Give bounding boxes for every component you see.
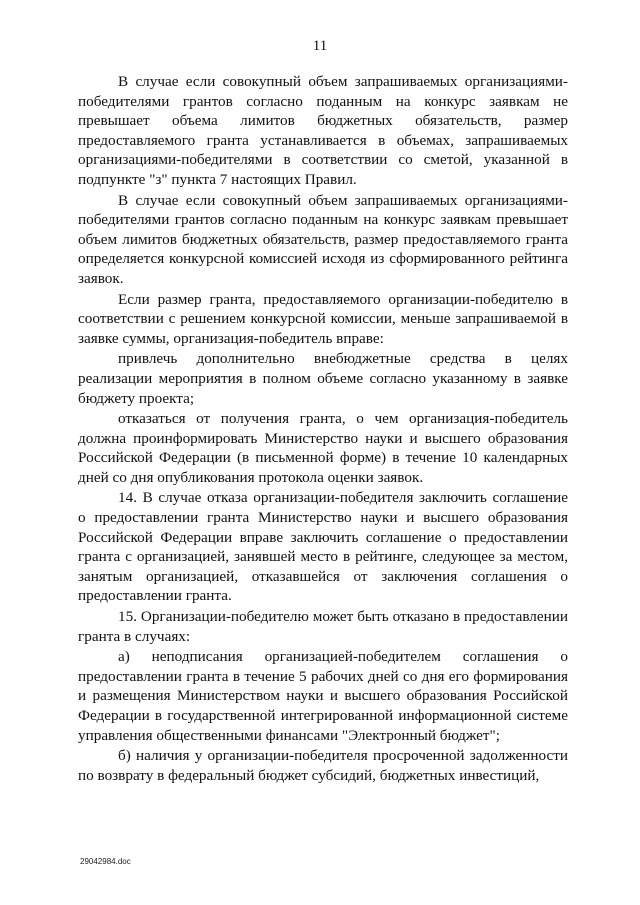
- paragraph: В случае если совокупный объем запрашиваемых организациями-победителями грантов согласно поданным на конкурс заявкам не превышает объема лимитов бюджетных обязательств, размер предоставляемого гранта устанавливается в объемах, запрашиваемых организациями-победителями в соответствии со сметой, указанной в подпункте "з" пункта 7 настоящих Правил.: [78, 73, 568, 188]
- paragraph: а) неподписания организацией-победителем соглашения о предоставлении гранта в течение 5 рабочих дней со дня его формирования и размещения Министерством науки и высшего образования Российской Федерации в государственной интегрированной информационной системе управления общественными финансами "Электронный бюджет";: [78, 648, 568, 744]
- paragraph: привлечь дополнительно внебюджетные средства в целях реализации мероприятия в полном объеме согласно указанному в заявке бюджету проекта;: [78, 350, 568, 407]
- document-body: [78, 72, 568, 786]
- paragraph: 14. В случае отказа организации-победителя заключить соглашение о предоставлении гранта Министерство науки и высшего образования Российской Федерации вправе заключить соглашение о предоставлении гранта с организацией, занявшей место в рейтинге, следующее за местом, занятым организацией, отказавшейся от заключения соглашения о предоставлении гранта.: [78, 489, 568, 605]
- paragraph: Если размер гранта, предоставляемого организации-победителю в соответствии с решением конкурсной комиссии, меньше запрашиваемой в заявке суммы, организация-победитель вправе:: [78, 290, 568, 347]
- page-number: 11: [312, 38, 328, 54]
- paragraph: 15. Организации-победителю может быть отказано в предоставлении гранта в случаях:: [78, 608, 568, 645]
- paragraph: отказаться от получения гранта, о чем организация-победитель должна проинформировать Министерство науки и высшего образования Российской Федерации (в письменной форме) в течение 10 календарных дней со дня опубликования протокола оценки заявок.: [78, 410, 568, 486]
- document-filename: 29042984.doc: [80, 857, 131, 866]
- paragraph: б) наличия у организации-победителя просроченной задолженности по возврату в федеральный бюджет субсидий, бюджетных инвестиций,: [78, 747, 568, 784]
- paragraph: В случае если совокупный объем запрашиваемых организациями-победителями грантов согласно поданным на конкурс заявкам превышает объем лимитов бюджетных обязательств, размер предоставляемого гранта определяется конкурсной комиссией исходя из сформированного рейтинга заявок.: [78, 191, 568, 287]
